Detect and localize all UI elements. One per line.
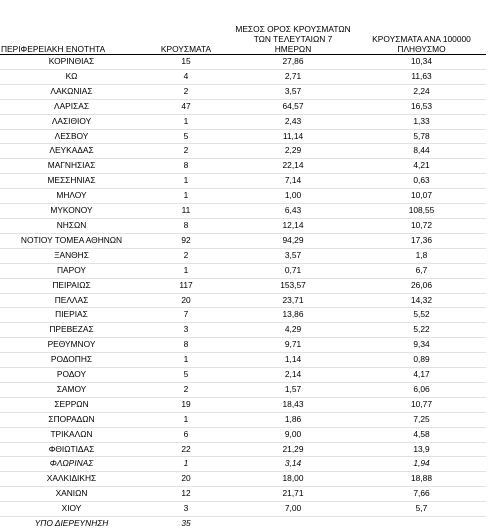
cell-cases: 1 [143, 457, 229, 472]
cell-avg7: 6,43 [229, 204, 357, 219]
cell-cases: 47 [143, 99, 229, 114]
cell-region: ΧΙΟΥ [0, 502, 143, 517]
cell-avg7: 3,57 [229, 248, 357, 263]
cell-region: ΧΑΛΚΙΔΙΚΗΣ [0, 472, 143, 487]
cell-cases: 1 [143, 412, 229, 427]
cell-region: ΛΑΡΙΣΑΣ [0, 99, 143, 114]
cell-cases: 8 [143, 338, 229, 353]
header-cases: ΚΡΟΥΣΜΑΤΑ [143, 20, 229, 55]
cell-cases: 35 [143, 517, 229, 531]
cell-avg7: 21,29 [229, 442, 357, 457]
table-row [0, 159, 486, 174]
cell-per100k: 10,77 [357, 397, 486, 412]
cell-cases: 8 [143, 218, 229, 233]
cell-per100k: 1,8 [357, 248, 486, 263]
cell-per100k: 5,52 [357, 308, 486, 323]
cell-per100k: 8,44 [357, 144, 486, 159]
cell-per100k: 6,06 [357, 382, 486, 397]
table-row [0, 323, 486, 338]
cell-region: ΜΑΓΝΗΣΙΑΣ [0, 159, 143, 174]
cell-region: ΛΕΥΚΑΔΑΣ [0, 144, 143, 159]
header-per100k-line1: ΚΡΟΥΣΜΑΤΑ ΑΝΑ 100000 [372, 34, 471, 44]
table-row [0, 278, 486, 293]
table-row [0, 218, 486, 233]
cell-per100k: 5,7 [357, 502, 486, 517]
cell-per100k: 4,17 [357, 368, 486, 383]
table-row [0, 353, 486, 368]
cell-cases: 2 [143, 382, 229, 397]
cell-region: ΣΠΟΡΑΔΩΝ [0, 412, 143, 427]
cell-region: ΜΕΣΣΗΝΙΑΣ [0, 174, 143, 189]
table-row [0, 99, 486, 114]
cell-per100k: 17,36 [357, 233, 486, 248]
table-row [0, 69, 486, 84]
table-row [0, 204, 486, 219]
header-avg7 [229, 20, 357, 55]
cell-region: ΥΠΟ ΔΙΕΡΕΥΝΗΣΗ [0, 517, 143, 531]
cell-cases: 20 [143, 472, 229, 487]
cell-per100k: 0,89 [357, 353, 486, 368]
table-row [0, 308, 486, 323]
cell-avg7: 1,57 [229, 382, 357, 397]
cell-avg7: 27,86 [229, 55, 357, 70]
cell-cases: 1 [143, 353, 229, 368]
cell-avg7: 12,14 [229, 218, 357, 233]
header-per100k-line2: ΠΛΗΘΥΣΜΟ [397, 44, 445, 54]
table-header-row [0, 20, 486, 55]
table-row [0, 368, 486, 383]
cell-avg7: 3,57 [229, 84, 357, 99]
cell-per100k: 13,9 [357, 442, 486, 457]
table-row [0, 248, 486, 263]
cell-avg7: 21,71 [229, 487, 357, 502]
cell-per100k: 26,06 [357, 278, 486, 293]
cell-per100k: 18,88 [357, 472, 486, 487]
cell-region: ΣΑΜΟΥ [0, 382, 143, 397]
cell-per100k: 10,72 [357, 218, 486, 233]
cell-avg7: 2,43 [229, 114, 357, 129]
table-row [0, 412, 486, 427]
cell-cases: 20 [143, 293, 229, 308]
cell-per100k: 10,34 [357, 55, 486, 70]
cell-cases: 3 [143, 323, 229, 338]
table-row [0, 427, 486, 442]
header-avg7-line1: ΜΕΣΟΣ ΟΡΟΣ ΚΡΟΥΣΜΑΤΩΝ [235, 24, 350, 34]
cell-cases: 1 [143, 114, 229, 129]
cell-avg7: 1,86 [229, 412, 357, 427]
table-row [0, 114, 486, 129]
header-avg7-line3: ΗΜΕΡΩΝ [275, 44, 312, 54]
table-row [0, 174, 486, 189]
cell-cases: 6 [143, 427, 229, 442]
cell-per100k: 4,58 [357, 427, 486, 442]
cell-region: ΜΥΚΟΝΟΥ [0, 204, 143, 219]
cell-avg7: 2,14 [229, 368, 357, 383]
cell-avg7: 1,00 [229, 189, 357, 204]
cell-per100k: 9,34 [357, 338, 486, 353]
cell-avg7: 7,00 [229, 502, 357, 517]
cell-avg7 [229, 517, 357, 531]
cell-per100k: 10,07 [357, 189, 486, 204]
cell-per100k: 108,55 [357, 204, 486, 219]
table-row [0, 442, 486, 457]
cell-region: ΧΑΝΙΩΝ [0, 487, 143, 502]
cell-region: ΣΕΡΡΩΝ [0, 397, 143, 412]
cell-avg7: 4,29 [229, 323, 357, 338]
cell-per100k: 16,53 [357, 99, 486, 114]
cell-region: ΡΟΔΟΥ [0, 368, 143, 383]
cell-avg7: 2,29 [229, 144, 357, 159]
cell-region: ΞΑΝΘΗΣ [0, 248, 143, 263]
cell-avg7: 0,71 [229, 263, 357, 278]
cell-region: ΠΕΛΛΑΣ [0, 293, 143, 308]
cell-per100k: 0,63 [357, 174, 486, 189]
cell-cases: 2 [143, 84, 229, 99]
cell-region: ΚΩ [0, 69, 143, 84]
cases-table [0, 20, 486, 531]
cell-region: ΠΙΕΡΙΑΣ [0, 308, 143, 323]
cell-cases: 117 [143, 278, 229, 293]
cell-avg7: 2,71 [229, 69, 357, 84]
cell-per100k: 6,7 [357, 263, 486, 278]
cell-region: ΛΑΣΙΘΙΟΥ [0, 114, 143, 129]
cell-cases: 11 [143, 204, 229, 219]
cell-per100k: 5,78 [357, 129, 486, 144]
cell-cases: 4 [143, 69, 229, 84]
cell-region: ΠΕΙΡΑΙΩΣ [0, 278, 143, 293]
cell-avg7: 23,71 [229, 293, 357, 308]
cell-per100k: 14,32 [357, 293, 486, 308]
cell-avg7: 153,57 [229, 278, 357, 293]
cell-avg7: 18,43 [229, 397, 357, 412]
table-row [0, 472, 486, 487]
cell-avg7: 22,14 [229, 159, 357, 174]
cell-region: ΦΛΩΡΙΝΑΣ [0, 457, 143, 472]
cell-region: ΡΟΔΟΠΗΣ [0, 353, 143, 368]
cell-region: ΡΕΘΥΜΝΟΥ [0, 338, 143, 353]
cell-avg7: 94,29 [229, 233, 357, 248]
cell-cases: 1 [143, 174, 229, 189]
table-row [0, 84, 486, 99]
cell-region: ΛΕΣΒΟΥ [0, 129, 143, 144]
cell-cases: 8 [143, 159, 229, 174]
cell-cases: 1 [143, 189, 229, 204]
cell-avg7: 9,71 [229, 338, 357, 353]
cell-region: ΠΡΕΒΕΖΑΣ [0, 323, 143, 338]
table-row [0, 55, 486, 70]
cell-cases: 92 [143, 233, 229, 248]
cell-avg7: 18,00 [229, 472, 357, 487]
cell-cases: 5 [143, 129, 229, 144]
cell-region: ΦΘΙΩΤΙΔΑΣ [0, 442, 143, 457]
table-row [0, 517, 486, 531]
cell-per100k: 4,21 [357, 159, 486, 174]
table-row [0, 129, 486, 144]
cell-region: ΛΑΚΩΝΙΑΣ [0, 84, 143, 99]
table-row [0, 487, 486, 502]
cell-avg7: 9,00 [229, 427, 357, 442]
cell-per100k: 2,24 [357, 84, 486, 99]
table-row [0, 338, 486, 353]
cell-cases: 3 [143, 502, 229, 517]
header-per100k [357, 20, 486, 55]
table-row [0, 502, 486, 517]
cell-per100k: 5,22 [357, 323, 486, 338]
cell-per100k: 1,33 [357, 114, 486, 129]
header-avg7-line2: ΤΩΝ ΤΕΛΕΥΤΑΙΩΝ 7 [254, 34, 333, 44]
cell-per100k [357, 517, 486, 531]
cell-region: ΠΑΡΟΥ [0, 263, 143, 278]
cell-cases: 7 [143, 308, 229, 323]
cell-region: ΜΗΛΟΥ [0, 189, 143, 204]
table-row [0, 382, 486, 397]
table-row [0, 233, 486, 248]
cell-cases: 22 [143, 442, 229, 457]
cell-avg7: 1,14 [229, 353, 357, 368]
cell-region: ΝΟΤΙΟΥ ΤΟΜΕΑ ΑΘΗΝΩΝ [0, 233, 143, 248]
cell-avg7: 3,14 [229, 457, 357, 472]
cell-per100k: 7,66 [357, 487, 486, 502]
cell-region: ΝΗΣΩΝ [0, 218, 143, 233]
table-row [0, 293, 486, 308]
cell-per100k: 7,25 [357, 412, 486, 427]
table-row [0, 397, 486, 412]
cell-per100k: 1,94 [357, 457, 486, 472]
cell-cases: 5 [143, 368, 229, 383]
cell-avg7: 11,14 [229, 129, 357, 144]
cell-cases: 19 [143, 397, 229, 412]
cell-cases: 1 [143, 263, 229, 278]
cell-avg7: 64,57 [229, 99, 357, 114]
header-region: ΠΕΡΙΦΕΡΕΙΑΚΗ ΕΝΟΤΗΤΑ [0, 20, 143, 55]
cell-region: ΚΟΡΙΝΘΙΑΣ [0, 55, 143, 70]
cell-cases: 12 [143, 487, 229, 502]
cell-avg7: 7,14 [229, 174, 357, 189]
cell-cases: 15 [143, 55, 229, 70]
table-row [0, 263, 486, 278]
cell-region: ΤΡΙΚΑΛΩΝ [0, 427, 143, 442]
table-row [0, 144, 486, 159]
cell-per100k: 11,63 [357, 69, 486, 84]
cell-avg7: 13,86 [229, 308, 357, 323]
cell-cases: 2 [143, 248, 229, 263]
table-body [0, 55, 486, 531]
cell-cases: 2 [143, 144, 229, 159]
table-row [0, 189, 486, 204]
table-row [0, 457, 486, 472]
